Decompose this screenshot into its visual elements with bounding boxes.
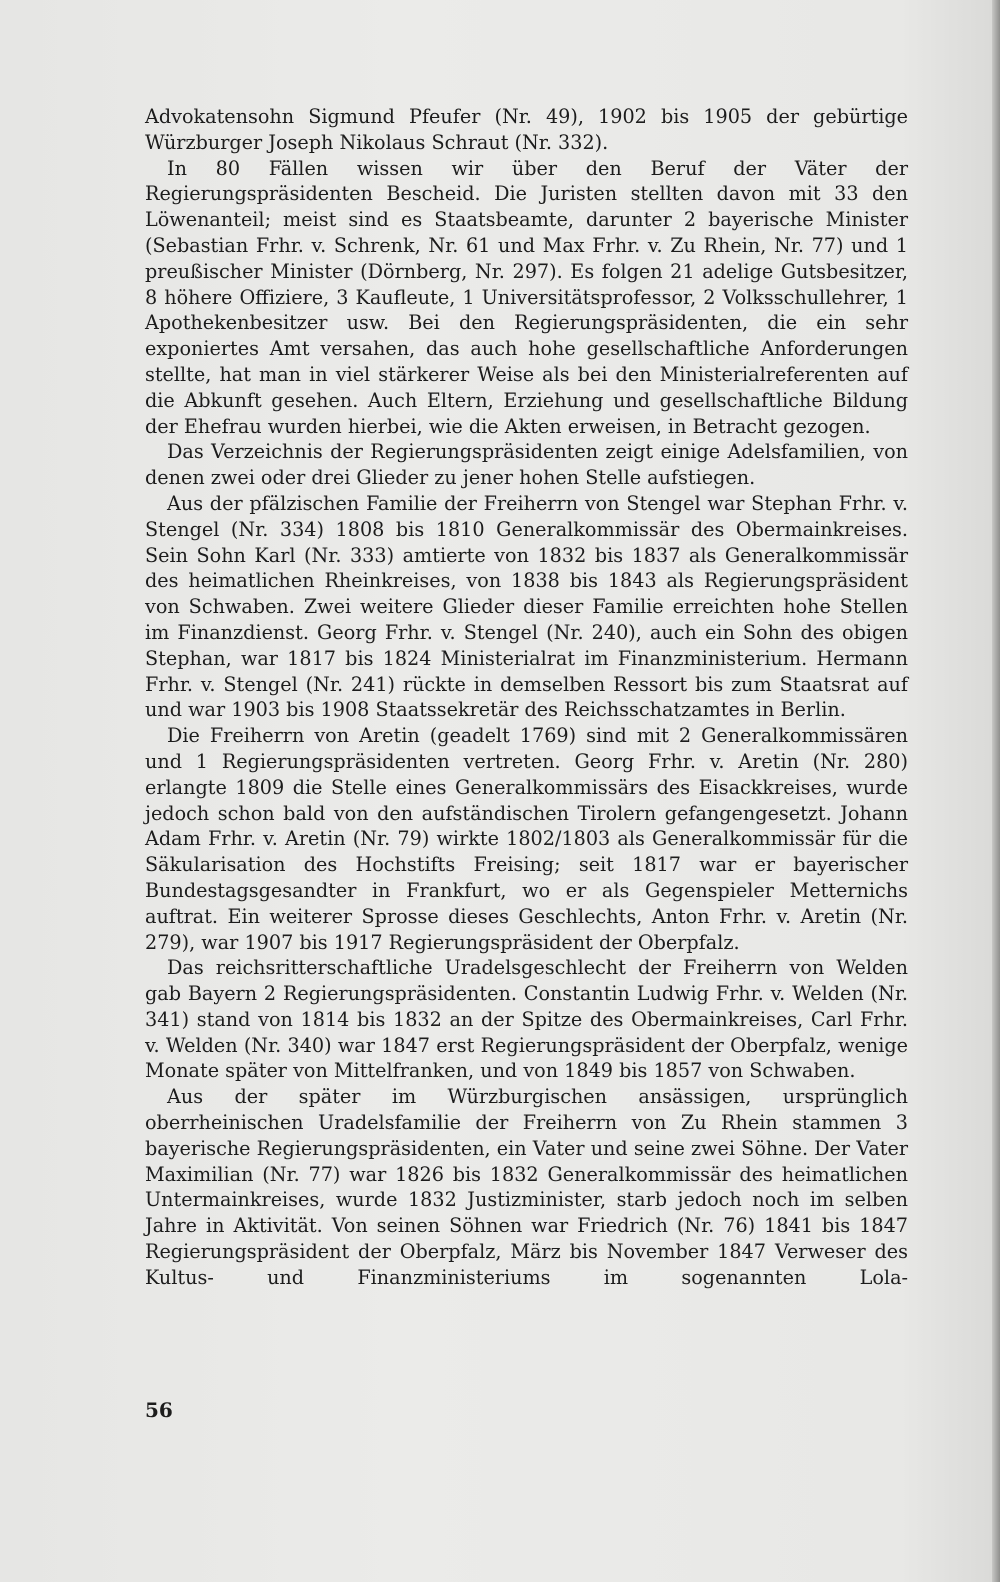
paragraph-5: Die Freiherrn von Aretin (geadelt 1769) sind mit 2 Generalkommissären und 1 Regierungspräsidenten vertreten. Georg Frhr. v. Aretin (Nr. 280) erlangte 1809 die Stelle eines Generalkommissärs des Eisackkreises, wurde jedoch schon bald von den aufständischen Tirolern gefangengesetzt. Johann Adam Frhr. v. Aretin (Nr. 79) wirkte 1802/1803 als Generalkommissär für die Säkularisation des Hochstifts Freising; seit 1817 war er bayerischer Bundestagsgesandter in Frankfurt, wo er als Gegenspieler Metternichs auftrat. Ein weiterer Sprosse dieses Geschlechts, Anton Frhr. v. Aretin (Nr. 279), war 1907 bis 1917 Regierungspräsident der Oberpfalz. xyxy=(145,724,908,954)
paragraph-6: Das reichsritterschaftliche Uradelsgeschlecht der Freiherrn von Welden gab Bayern 2 Regierungspräsidenten. Constantin Ludwig Frhr. v. Welden (Nr. 341) stand von 1814 bis 1832 an der Spitze des Obermainkreises, Carl Frhr. v. Welden (Nr. 340) war 1847 erst Regierungspräsident der Oberpfalz, wenige Monate später von Mittelfranken, und von 1849 bis 1857 von Schwaben. xyxy=(145,956,908,1083)
page-number: 56 xyxy=(145,1398,173,1422)
paragraph-4: Aus der pfälzischen Familie der Freiherrn von Stengel war Stephan Frhr. v. Stengel (Nr. 334) 1808 bis 1810 Generalkommissär des Obermainkreises. Sein Sohn Karl (Nr. 333) amtierte von 1832 bis 1837 als Generalkommissär des heimatlichen Rheinkreises, von 1838 bis 1843 als Regierungspräsident von Schwaben. Zwei weitere Glieder dieser Familie erreichten hohe Stellen im Finanzdienst. Georg Frhr. v. Stengel (Nr. 240), auch ein Sohn des obigen Stephan, war 1817 bis 1824 Ministerialrat im Finanzministerium. Hermann Frhr. v. Stengel (Nr. 241) rückte in demselben Ressort bis zum Staatsrat auf und war 1903 bis 1908 Staatssekretär des Reichsschatzamtes in Berlin. xyxy=(145,491,908,722)
body-text xyxy=(145,104,908,1291)
paragraph-1: Advokatensohn Sigmund Pfeufer (Nr. 49), 1902 bis 1905 der gebürtige Würzburger Joseph Nikolaus Schraut (Nr. 332). xyxy=(145,105,908,154)
paragraph-7: Aus der später im Würzburgischen ansässigen, ursprünglich oberrheinischen Uradelsfamilie der Freiherrn von Zu Rhein stammen 3 bayerische Regierungspräsidenten, ein Vater und seine zwei Söhne. Der Vater Maximilian (Nr. 77) war 1826 bis 1832 Generalkommissär des heimatlichen Untermainkreises, wurde 1832 Justizminister, starb jedoch noch im selben Jahre in Aktivität. Von seinen Söhnen war Friedrich (Nr. 76) 1841 bis 1847 Regierungspräsident der Oberpfalz, März bis November 1847 Verweser des Kultus- und Finanzministeriums im sogenannten Lola- xyxy=(145,1085,908,1289)
paragraph-3: Das Verzeichnis der Regierungspräsidenten zeigt einige Adelsfamilien, von denen zwei oder drei Glieder zu jener hohen Stelle aufstiegen. xyxy=(145,440,908,490)
paragraph-2: In 80 Fällen wissen wir über den Beruf der Väter der Regierungspräsidenten Bescheid. Die Juristen stellten davon mit 33 den Löwenanteil; meist sind es Staatsbeamte, darunter 2 bayerische Minister (Sebastian Frhr. v. Schrenk, Nr. 61 und Max Frhr. v. Zu Rhein, Nr. 77) und 1 preußischer Minister (Dörnberg, Nr. 297). Es folgen 21 adelige Gutsbesitzer, 8 höhere Offiziere, 3 Kaufleute, 1 Universitätsprofessor, 2 Volksschullehrer, 1 Apothekenbesitzer usw. Bei den Regierungspräsidenten, die ein sehr exponiertes Amt versahen, das auch hohe gesellschaftliche Anforderungen stellte, hat man in viel stärkerer Weise als bei den Ministerialreferenten auf die Abkunft gesehen. Auch Eltern, Erziehung und gesellschaftliche Bildung der Ehefrau wurden hierbei, wie die Akten erweisen, in Betracht gezogen. xyxy=(145,156,908,438)
page-edge-shadow xyxy=(992,0,1000,1582)
